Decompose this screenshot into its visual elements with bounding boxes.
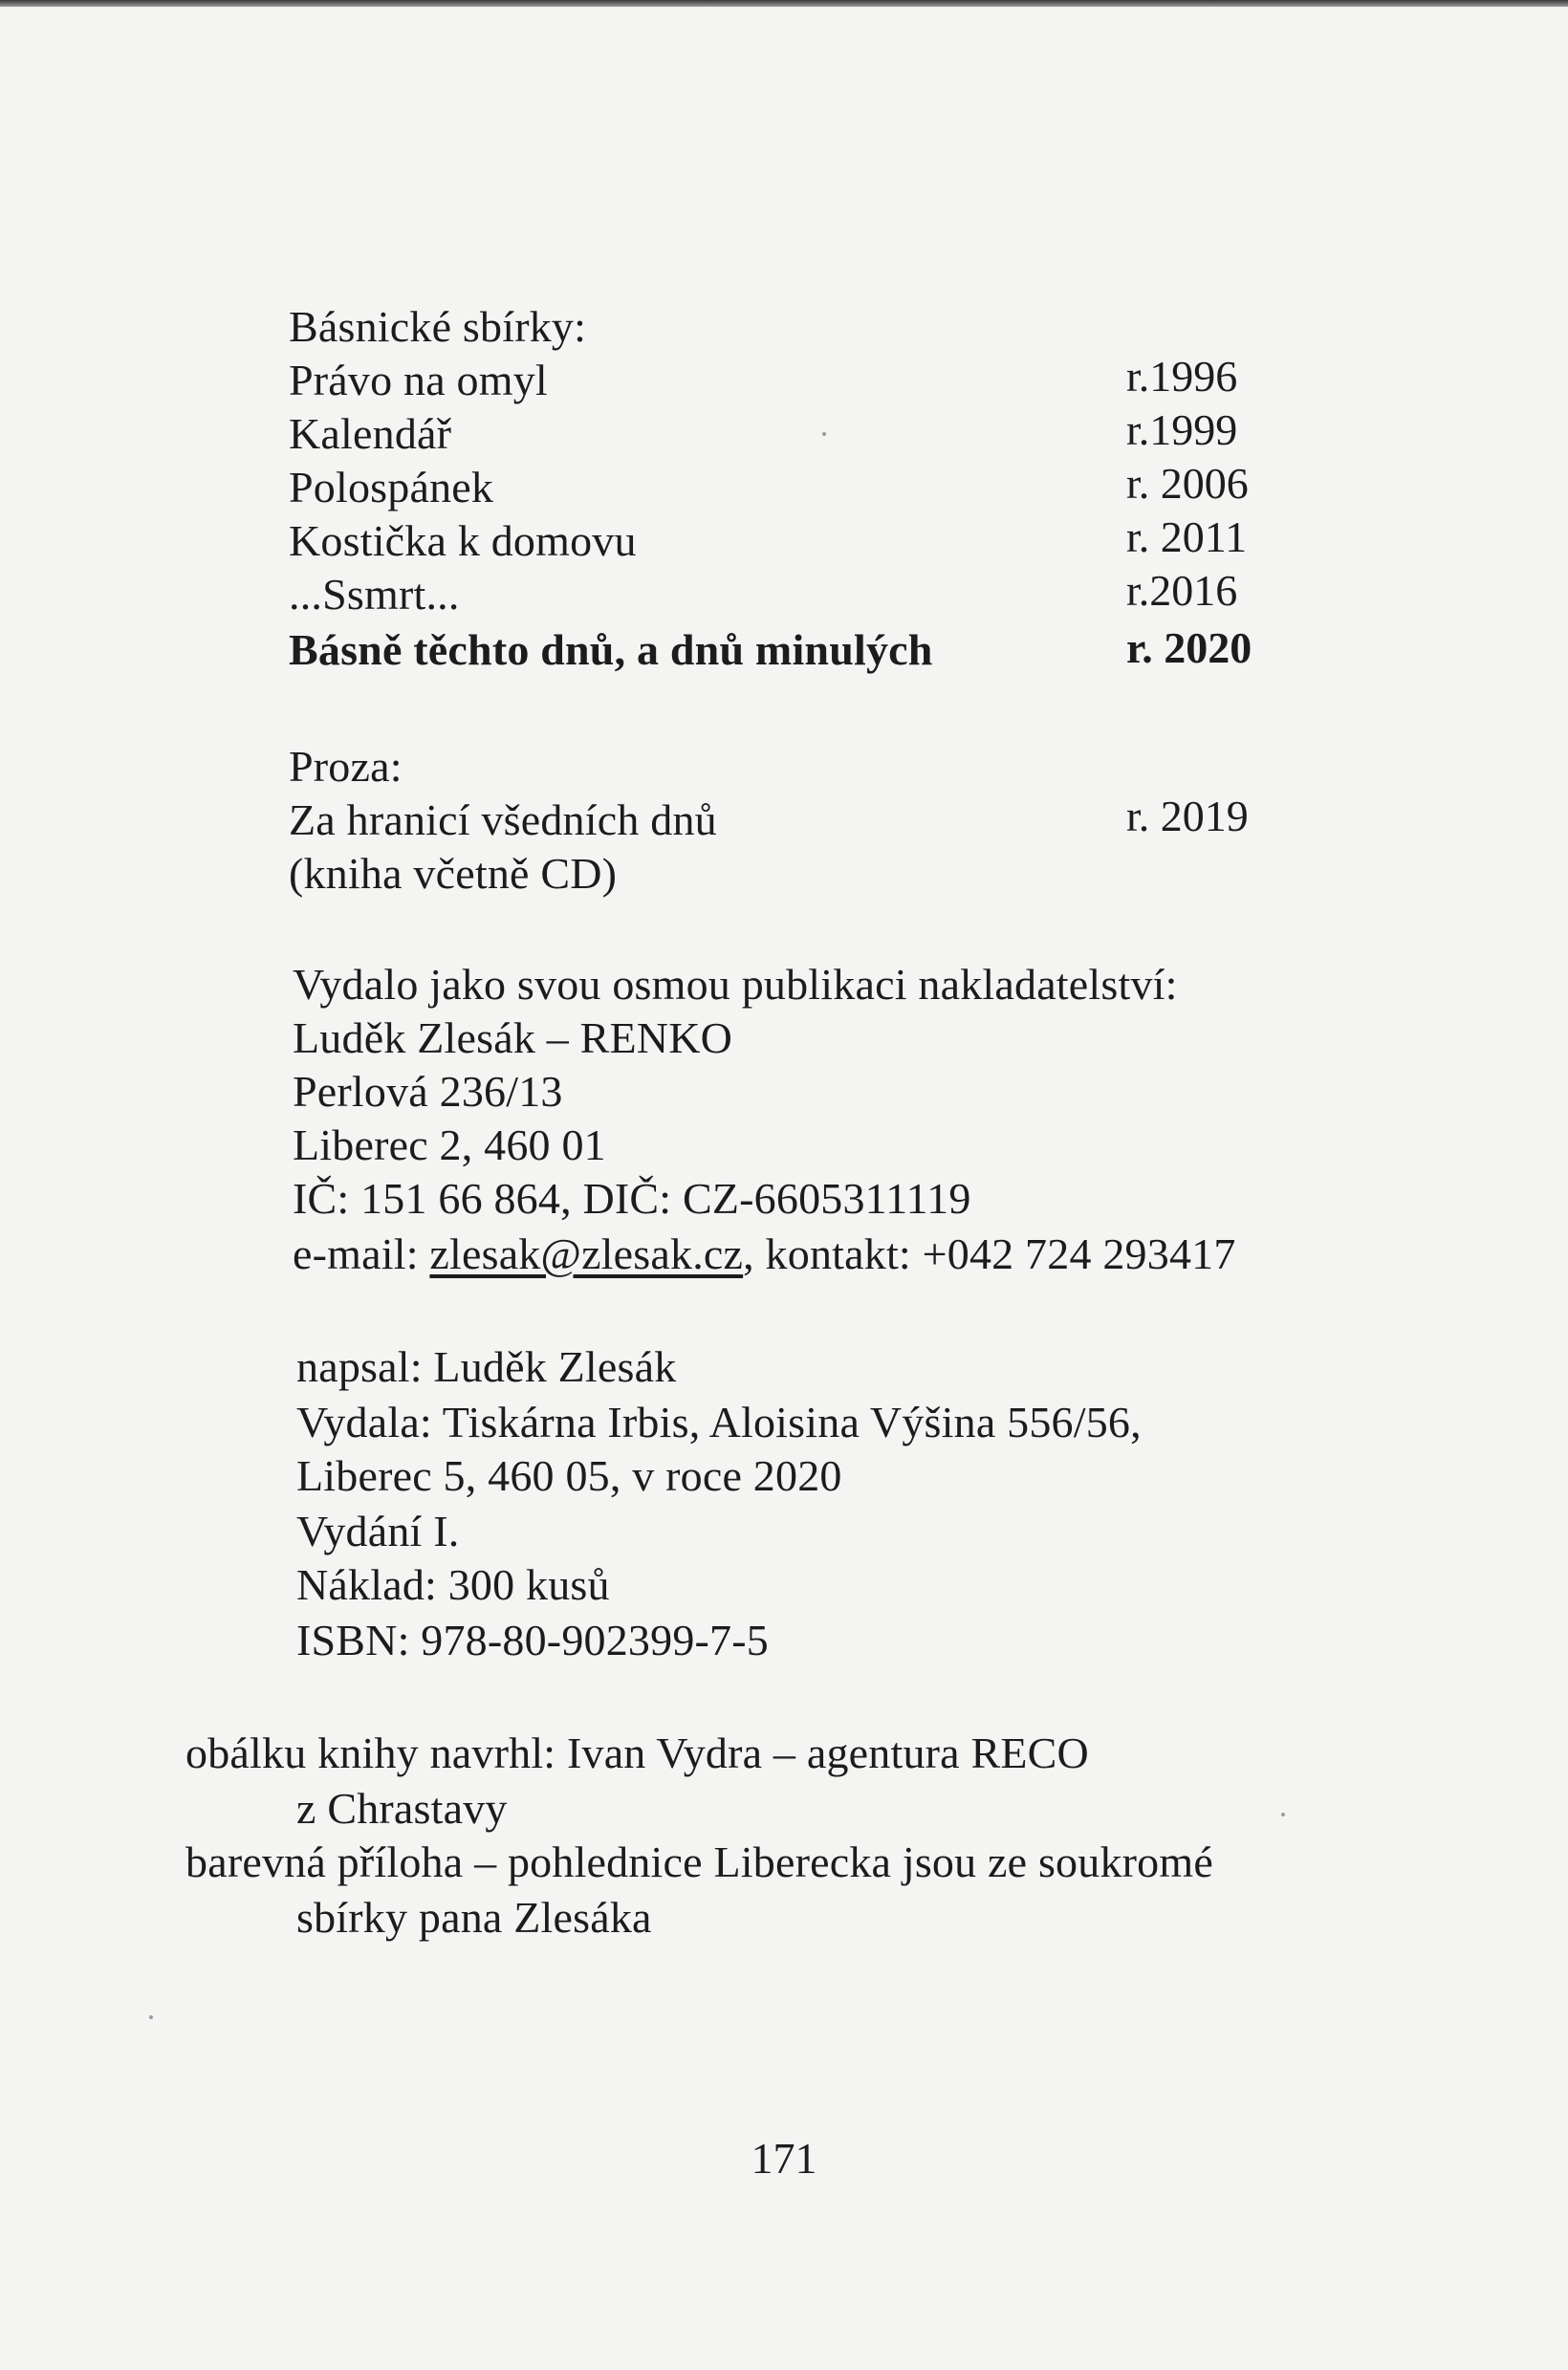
poetry-title-5: ...Ssmrt... [289,570,460,619]
credits-supplement-line-2: sbírky pana Zlesáka [296,1893,652,1942]
credits-cover-line-2: z Chrastavy [296,1784,508,1833]
publisher-intro: Vydalo jako svou osmou publikaci nakladatelství: [293,960,1178,1009]
page-number: 171 [751,2134,817,2183]
publisher-contact-line [293,1228,1236,1281]
poetry-year-1: r.1996 [1126,352,1238,401]
imprint-edition: Vydání I. [296,1507,460,1555]
imprint-printer: Vydala: Tiskárna Irbis, Aloisina Výšina 556/56, [296,1398,1142,1446]
credits-cover-line-1: obálku knihy navrhl: Ivan Vydra – agentura RECO [185,1729,1089,1777]
email-label: e-mail: [293,1229,430,1278]
poetry-year-2: r.1999 [1126,405,1238,454]
scan-speck [822,432,826,436]
poetry-title-4: Kostička k domovu [289,516,637,565]
imprint-print-run: Náklad: 300 kusů [296,1560,610,1609]
poetry-year-4: r. 2011 [1126,512,1248,561]
publisher-city: Liberec 2, 460 01 [293,1120,606,1169]
poetry-heading: Básnické sbírky: [289,302,587,351]
imprint-isbn: ISBN: 978-80-902399-7-5 [296,1616,769,1664]
poetry-title-6: Básně těchto dnů, a dnů minulých [289,625,933,674]
poetry-title-3: Polospánek [289,463,494,511]
publisher-street: Perlová 236/13 [293,1067,563,1116]
imprint-author: napsal: Luděk Zlesák [296,1342,677,1391]
scan-speck [149,2015,153,2019]
prose-year: r. 2019 [1126,792,1249,840]
contact-phone: , kontakt: +042 724 293417 [743,1229,1236,1278]
email-link[interactable]: zlesak@zlesak.cz [429,1229,744,1278]
imprint-printer-city: Liberec 5, 460 05, v roce 2020 [296,1451,842,1500]
poetry-year-3: r. 2006 [1126,459,1249,508]
prose-note: (kniha včetně CD) [289,849,618,898]
prose-title: Za hranicí všedních dnů [289,795,717,844]
poetry-title-1: Právo na omyl [289,356,548,404]
prose-heading: Proza: [289,742,403,791]
poetry-year-5: r.2016 [1126,566,1238,615]
page-top-edge [0,0,1568,7]
poetry-year-6: r. 2020 [1126,623,1252,672]
scan-speck [1281,1813,1285,1816]
poetry-title-2: Kalendář [289,409,452,458]
publisher-name: Luděk Zlesák – RENKO [293,1013,733,1062]
publisher-ids: IČ: 151 66 864, DIČ: CZ-6605311119 [293,1174,971,1223]
credits-supplement-line-1: barevná příloha – pohlednice Liberecka jsou ze soukromé [185,1837,1213,1886]
